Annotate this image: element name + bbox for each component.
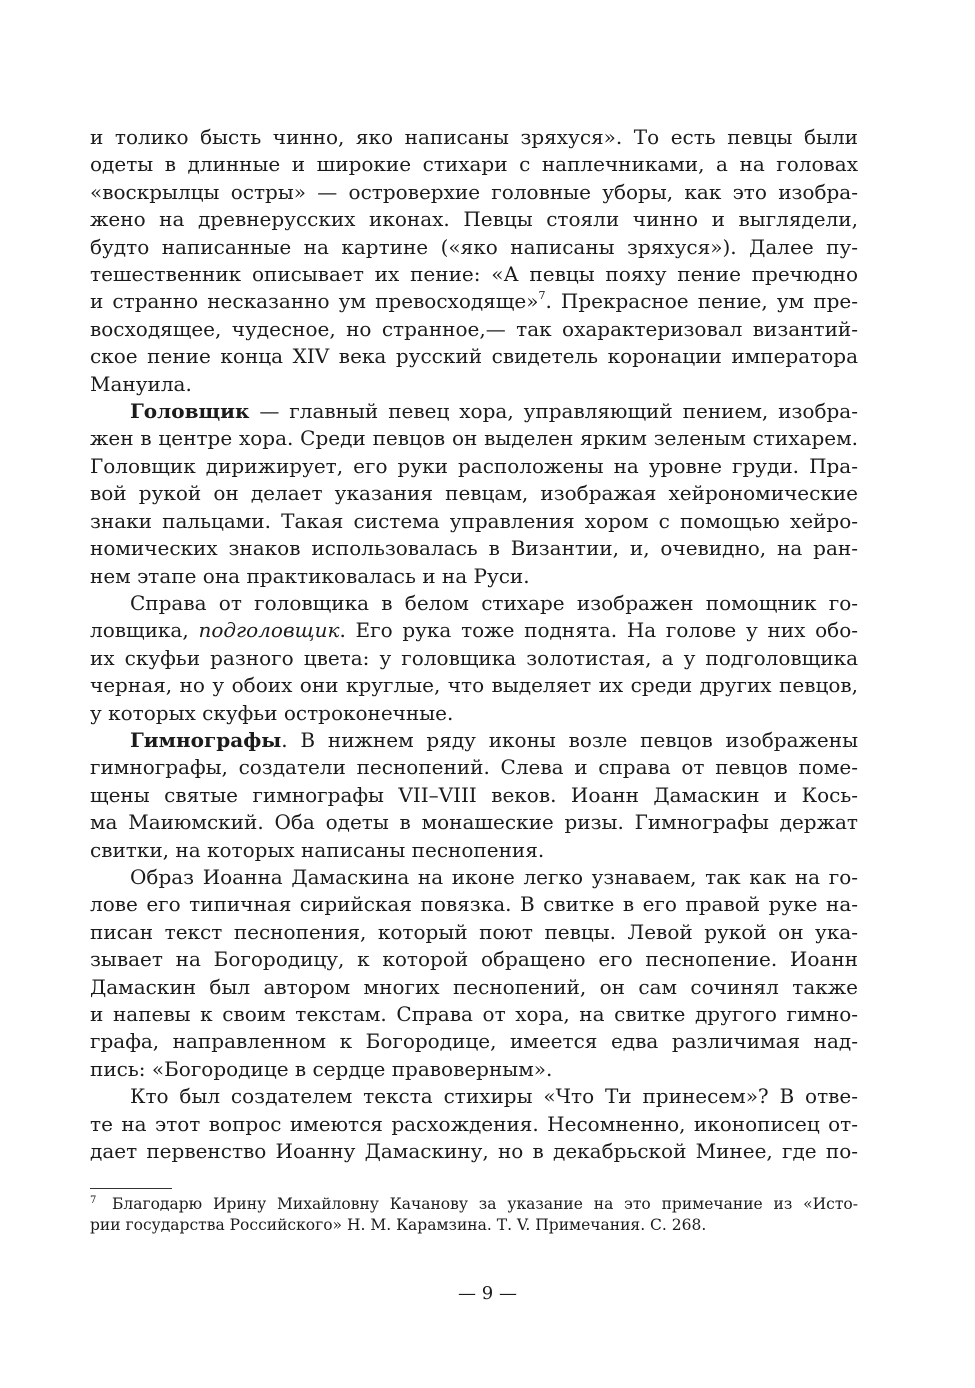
text-line: щены святые гимнографы VII–VIII веков. Иоанн Дамаскин и Кось-	[90, 782, 858, 807]
text-span: . Прекрасное пение, ум пре-	[545, 289, 858, 314]
text-line: ское пение конца XIV века русский свидетель коронации императора	[90, 344, 858, 369]
footnote-line: рии государства Российского» Н. М. Карамзина. Т. V. Примечания. С. 268.	[90, 1216, 707, 1234]
text-line: зывает на Богородицу, к которой обращено его песнопение. Иоанн	[90, 947, 858, 972]
text-line: номических знаков использовалась в Византии, и, очевидно, на ран-	[90, 536, 858, 561]
text-span: Благодарю Ирину Михайловну Качанову за указание на это примечание из «Исто-	[112, 1195, 858, 1213]
text-line: будто написанные на картине («яко написаны зряхуся»). Далее пу-	[90, 234, 858, 259]
page-number: — 9 —	[458, 1283, 517, 1304]
text-line: их скуфьи разного цвета: у головщика золотистая, а у подголовщика	[90, 645, 858, 670]
text-line: «воскрылцы остры» — островерхие головные уборы, как это изобра-	[90, 179, 858, 204]
text-line: черная, но у обоих они круглые, что выделяет их среди других певцов,	[90, 673, 858, 698]
text-line: графа, направленном к Богородице, имеется едва различимая над-	[90, 1029, 858, 1054]
text-span: . Его рука тоже поднята. На голове у них обо-	[339, 618, 858, 643]
footnote-line: 7 Благодарю Ирину Михайловну Качанову за указание на это примечание из «Исто-	[90, 1195, 858, 1213]
text-line: Головщик дирижирует, его руки расположены на уровне груди. Пра-	[90, 453, 858, 478]
text-span: . В нижнем ряду иконы возле певцов изображены	[281, 727, 858, 752]
text-line: свитки, на которых написаны песнопения.	[90, 837, 545, 862]
footnote	[90, 1194, 858, 1236]
text-line: жен в центре хора. Среди певцов он выделен ярким зеленым стихарем.	[90, 426, 858, 451]
text-line: лове его типичная сирийская повязка. В свитке в его правой руке на-	[90, 892, 858, 917]
paragraph-2	[90, 398, 858, 590]
text-line: писан текст песнопения, который поют певцы. Левой рукой он ука-	[90, 919, 858, 944]
text-line: тешественник описывает их пение: «А певцы пояху пение пречюдно	[90, 262, 858, 287]
text-line	[90, 617, 858, 644]
text-span: — главный певец хора, управляющий пением, изобра-	[249, 399, 858, 424]
text-line: нем этапе она практиковалась и на Руси.	[90, 563, 530, 588]
text-line: у которых скуфьи остроконечные.	[90, 700, 454, 725]
text-line: и толико бысть чинно, яко написаны зряхуся». То есть певцы были	[90, 125, 858, 149]
paragraph-1	[90, 124, 858, 398]
text-line: восходящее, чудесное, но странное,— так охарактеризовал византий-	[90, 316, 858, 341]
text-span: ловщика,	[90, 618, 199, 643]
text-line: гимнографы, создатели песнопений. Слева и справа от певцов поме-	[90, 755, 858, 780]
text-line	[90, 727, 858, 754]
paragraph-5	[90, 864, 858, 1083]
text-line: знаки пальцами. Такая система управления хором с помощью хейро-	[90, 508, 858, 533]
term-gimnografy: Гимнографы	[130, 727, 282, 752]
text-line: Кто был создателем текста стихиры «Что Ти принесем»? В отве-	[130, 1084, 858, 1109]
text-line: дает первенство Иоанну Дамаскину, но в декабрьской Минее, где по-	[90, 1139, 858, 1164]
text-line: одеты в длинные и широкие стихари с наплечниками, а на головах	[90, 152, 858, 177]
paragraph-3	[90, 590, 858, 727]
text-line: Дамаскин был автором многих песнопений, он сам сочинял также	[90, 974, 858, 999]
text-line: те на этот вопрос имеются расхождения. Несомненно, иконописец от-	[90, 1111, 858, 1136]
text-line: вой рукой он делает указания певцам, изображая хейрономические	[90, 481, 858, 506]
text-line: Справа от головщика в белом стихаре изображен помощник го-	[130, 590, 858, 615]
text-line: пись: «Богородице в сердце правоверным».	[90, 1056, 553, 1081]
text-line: Образ Иоанна Дамаскина на иконе легко узнаваем, так как на го-	[130, 864, 858, 889]
paragraph-6	[90, 1083, 858, 1165]
footnote-divider	[90, 1188, 172, 1189]
text-line	[90, 288, 858, 315]
text-line: Мануила.	[90, 371, 192, 396]
text-line: и напевы к своим текстам. Справа от хора, на свитке другого гимно-	[90, 1002, 858, 1026]
text-span: и странно несказанно ум превосходяще»	[90, 289, 539, 314]
text-line	[90, 398, 858, 425]
term-golovshchik: Головщик	[130, 399, 250, 424]
term-podgolovshchik: подголовщик	[198, 618, 340, 643]
main-text	[90, 124, 858, 1165]
text-line: ма Маиюмский. Оба одеты в монашеские ризы. Гимнографы держат	[90, 810, 858, 835]
text-line: жено на древнерусских иконах. Певцы стояли чинно и выглядели,	[90, 207, 858, 232]
footnote-reference: 7	[538, 289, 546, 303]
paragraph-4	[90, 727, 858, 864]
